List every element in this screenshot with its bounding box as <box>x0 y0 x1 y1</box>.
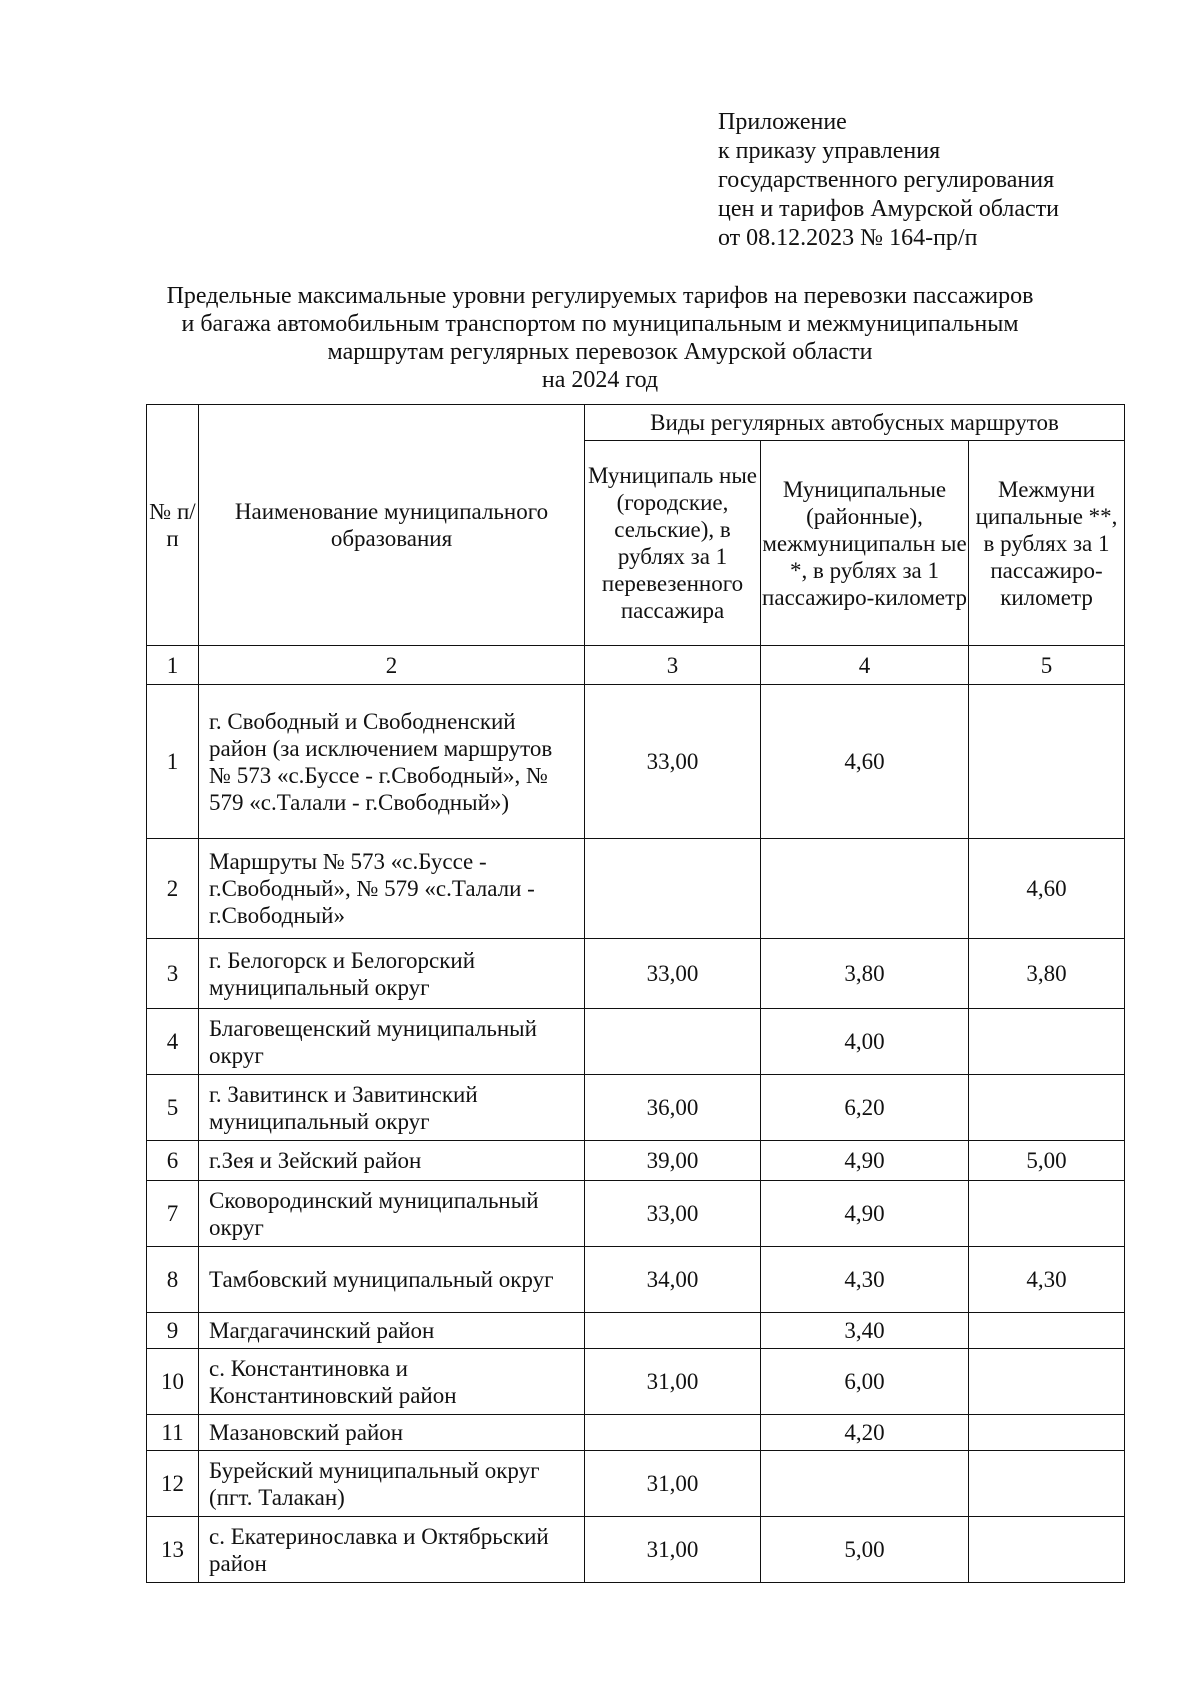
tariff-intermunicipal <box>969 1517 1125 1583</box>
table-row <box>147 1313 1125 1349</box>
table-row <box>147 685 1125 839</box>
tariff-municipal-district: 6,00 <box>761 1349 969 1415</box>
municipality-name: Сковородинский муниципальный округ <box>199 1181 585 1247</box>
tariff-intermunicipal <box>969 1075 1125 1141</box>
municipality-name: г. Белогорск и Белогорский муниципальный округ <box>199 939 585 1009</box>
header-municipal-district: Муниципальные (районные), межмуниципальн ые *, в рублях за 1 пассажиро-километр <box>761 441 969 646</box>
table-header-row <box>147 405 1125 441</box>
tariff-municipal-city <box>585 1415 761 1451</box>
table-row <box>147 1181 1125 1247</box>
tariff-intermunicipal: 4,60 <box>969 839 1125 939</box>
document-title <box>100 282 1100 394</box>
column-number: 4 <box>761 646 969 685</box>
tariff-municipal-city: 31,00 <box>585 1517 761 1583</box>
row-number: 8 <box>147 1247 199 1313</box>
tariff-intermunicipal <box>969 1313 1125 1349</box>
tariff-intermunicipal: 5,00 <box>969 1141 1125 1181</box>
title-line: маршрутам регулярных перевозок Амурской области <box>327 339 873 365</box>
table-row <box>147 1349 1125 1415</box>
title-line: и багажа автомобильным транспортом по муниципальным и межмуниципальным <box>181 311 1019 337</box>
row-number: 3 <box>147 939 199 1009</box>
tariff-municipal-city: 31,00 <box>585 1451 761 1517</box>
municipality-name: Тамбовский муниципальный округ <box>199 1247 585 1313</box>
tariff-municipal-city: 39,00 <box>585 1141 761 1181</box>
header-num: № п/п <box>147 405 199 646</box>
tariff-intermunicipal: 4,30 <box>969 1247 1125 1313</box>
tariff-municipal-district: 6,20 <box>761 1075 969 1141</box>
tariff-municipal-city: 33,00 <box>585 1181 761 1247</box>
header-municipal-city: Муниципаль ные (городские, сельские), в рублях за 1 перевезенного пассажира <box>585 441 761 646</box>
tariff-intermunicipal <box>969 1349 1125 1415</box>
appendix-line: Приложение <box>718 109 847 135</box>
table-row <box>147 1415 1125 1451</box>
tariff-municipal-city: 31,00 <box>585 1349 761 1415</box>
tariff-municipal-district: 4,60 <box>761 685 969 839</box>
tariff-intermunicipal <box>969 1181 1125 1247</box>
tariffs-table <box>146 404 1125 1583</box>
tariff-municipal-district: 4,90 <box>761 1181 969 1247</box>
tariff-intermunicipal <box>969 1451 1125 1517</box>
column-number: 1 <box>147 646 199 685</box>
row-number: 11 <box>147 1415 199 1451</box>
row-number: 9 <box>147 1313 199 1349</box>
tariff-municipal-district: 4,90 <box>761 1141 969 1181</box>
column-number: 5 <box>969 646 1125 685</box>
table-row <box>147 1075 1125 1141</box>
tariff-municipal-district: 3,80 <box>761 939 969 1009</box>
row-number: 4 <box>147 1009 199 1075</box>
tariff-municipal-district: 4,20 <box>761 1415 969 1451</box>
tariff-municipal-district <box>761 839 969 939</box>
appendix-line: государственного регулирования <box>718 167 1055 193</box>
table-row <box>147 1141 1125 1181</box>
tariff-municipal-district <box>761 1451 969 1517</box>
title-line: Предельные максимальные уровни регулируемых тарифов на перевозки пассажиров <box>166 283 1034 309</box>
row-number: 6 <box>147 1141 199 1181</box>
table-row <box>147 1451 1125 1517</box>
tariff-intermunicipal <box>969 1415 1125 1451</box>
appendix-block <box>718 108 1059 253</box>
row-number: 7 <box>147 1181 199 1247</box>
municipality-name: Благовещенский муниципальный округ <box>199 1009 585 1075</box>
table-row <box>147 1009 1125 1075</box>
column-number: 2 <box>199 646 585 685</box>
header-intermunicipal: Межмуни ципальные **, в рублях за 1 пассажиро-километр <box>969 441 1125 646</box>
column-number: 3 <box>585 646 761 685</box>
municipality-name: г.Зея и Зейский район <box>199 1141 585 1181</box>
municipality-name: Магдагачинский район <box>199 1313 585 1349</box>
row-number: 1 <box>147 685 199 839</box>
table-row <box>147 1247 1125 1313</box>
row-number: 10 <box>147 1349 199 1415</box>
row-number: 2 <box>147 839 199 939</box>
tariff-intermunicipal <box>969 1009 1125 1075</box>
title-line: на 2024 год <box>541 367 659 393</box>
tariff-municipal-city: 33,00 <box>585 939 761 1009</box>
municipality-name: Бурейский муниципальный округ (пгт. Талакан) <box>199 1451 585 1517</box>
appendix-line: от 08.12.2023 № 164-пр/п <box>718 225 978 251</box>
tariff-municipal-city: 36,00 <box>585 1075 761 1141</box>
municipality-name: с. Константиновка и Константиновский район <box>199 1349 585 1415</box>
municipality-name: г. Свободный и Свободненский район (за исключением маршрутов № 573 «с.Буссе - г.Свободный», № 579 «с.Талали - г.Свободный») <box>199 685 585 839</box>
header-route-types: Виды регулярных автобусных маршрутов <box>585 405 1125 441</box>
tariff-municipal-district: 4,00 <box>761 1009 969 1075</box>
municipality-name: Мазановский район <box>199 1415 585 1451</box>
tariff-intermunicipal <box>969 685 1125 839</box>
row-number: 13 <box>147 1517 199 1583</box>
tariff-intermunicipal: 3,80 <box>969 939 1125 1009</box>
column-numbers-row <box>147 646 1125 685</box>
header-name: Наименование муниципального образования <box>199 405 585 646</box>
tariff-municipal-city <box>585 1009 761 1075</box>
row-number: 5 <box>147 1075 199 1141</box>
municipality-name: г. Завитинск и Завитинский муниципальный округ <box>199 1075 585 1141</box>
tariff-municipal-city <box>585 1313 761 1349</box>
tariff-municipal-district: 4,30 <box>761 1247 969 1313</box>
table-row <box>147 839 1125 939</box>
municipality-name: Маршруты № 573 «с.Буссе - г.Свободный», № 579 «с.Талали - г.Свободный» <box>199 839 585 939</box>
row-number: 12 <box>147 1451 199 1517</box>
tariff-municipal-city: 34,00 <box>585 1247 761 1313</box>
table-row <box>147 1517 1125 1583</box>
municipality-name: с. Екатеринославка и Октябрьский район <box>199 1517 585 1583</box>
table-row <box>147 939 1125 1009</box>
appendix-line: цен и тарифов Амурской области <box>718 196 1060 222</box>
tariff-municipal-city: 33,00 <box>585 685 761 839</box>
tariff-municipal-district: 3,40 <box>761 1313 969 1349</box>
tariff-municipal-district: 5,00 <box>761 1517 969 1583</box>
appendix-line: к приказу управления <box>718 138 941 164</box>
tariff-municipal-city <box>585 839 761 939</box>
